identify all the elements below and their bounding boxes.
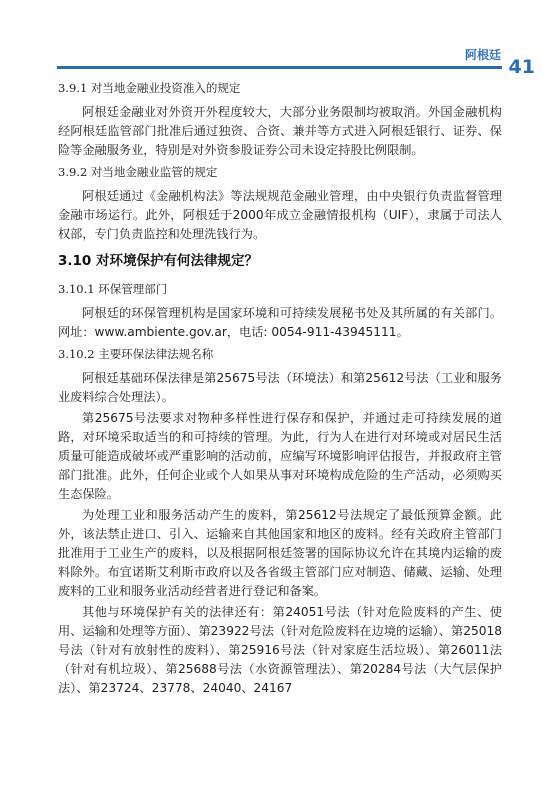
paragraph: 其他与环境保护有关的法律还有：第24051号法（针对危险废料的产生、使用、运输和处理等方面）、第23922号法（针对危险废料在边境的运输）、第25018号法（针对有放射性的废料）、第25916号法（针对家庭生活垃圾）、第26011法（针对有机垃圾）、第25688号法（水资源管理法）、第20284号法（大气层保护法）、第23724、23778、24040、24167: [58, 605, 502, 695]
section-heading: 3.10 对环境保护有何法律规定？: [58, 253, 259, 269]
paragraph: 阿根廷金融业对外资开外程度较大，大部分业务限制均被取消。外国金融机构经阿根廷监管部门批准后通过独资、合资、兼并等方式进入阿根廷银行、证券、保险等金融服务业，特别是对外资参股证券公司未设定持股比例限制。: [58, 105, 502, 157]
paragraph: 第25675号法要求对物种多样性进行保存和保护，并通过走可持续发展的道路，对环境采取适当的和可持续的管理。为此，行为人在进行对环境或对居民生活质量可能造成破坏或严重影响的活动前，应编写环境影响评估报告，并报政府主管部门批准。此外，任何企业或个人如果从事对环境构成危险的生产活动，必须购买生态保险。: [58, 411, 502, 501]
header-rule: [57, 66, 502, 69]
subsection-heading: 3.9.1 对当地金融业投资准入的规定: [58, 81, 241, 95]
header-country-label: 阿根廷: [464, 48, 501, 62]
subsection-heading: 3.10.1 环保管理部门: [58, 282, 168, 296]
page-number: 41: [508, 56, 535, 78]
subsection-heading: 3.9.2 对当地金融业监管的规定: [58, 165, 218, 179]
subsection-heading: 3.10.2 主要环保法律法规名称: [58, 347, 214, 361]
paragraph: 阿根廷基础环保法律是第25675号法（环境法）和第25612号法（工业和服务业废料综合处理法）。: [58, 371, 502, 404]
page-content: [58, 79, 502, 700]
paragraph: 阿根廷通过《金融机构法》等法规规范金融业管理，由中央银行负责监督管理金融市场运行。此外，阿根廷于2000年成立金融情报机构（UIF），隶属于司法人权部，专门负责监控和处理洗钱行为。: [58, 189, 502, 241]
paragraph: 为处理工业和服务活动产生的废料，第25612号法规定了最低预算金额。此外，该法禁止进口、引入、运输来自其他国家和地区的废料。经有关政府主管部门批准用于工业生产的废料，以及根据阿根廷签署的国际协议允许在其境内运输的废料除外。布宜诺斯艾利斯市政府以及各省级主管部门应对制造、储藏、运输、处理废料的工业和服务业活动经营者进行登记和备案。: [58, 508, 502, 598]
paragraph: 阿根廷的环保管理机构是国家环境和可持续发展秘书处及其所属的有关部门。网址：www.ambiente.gov.ar，电话: 0054-911-43945111。: [58, 306, 502, 339]
